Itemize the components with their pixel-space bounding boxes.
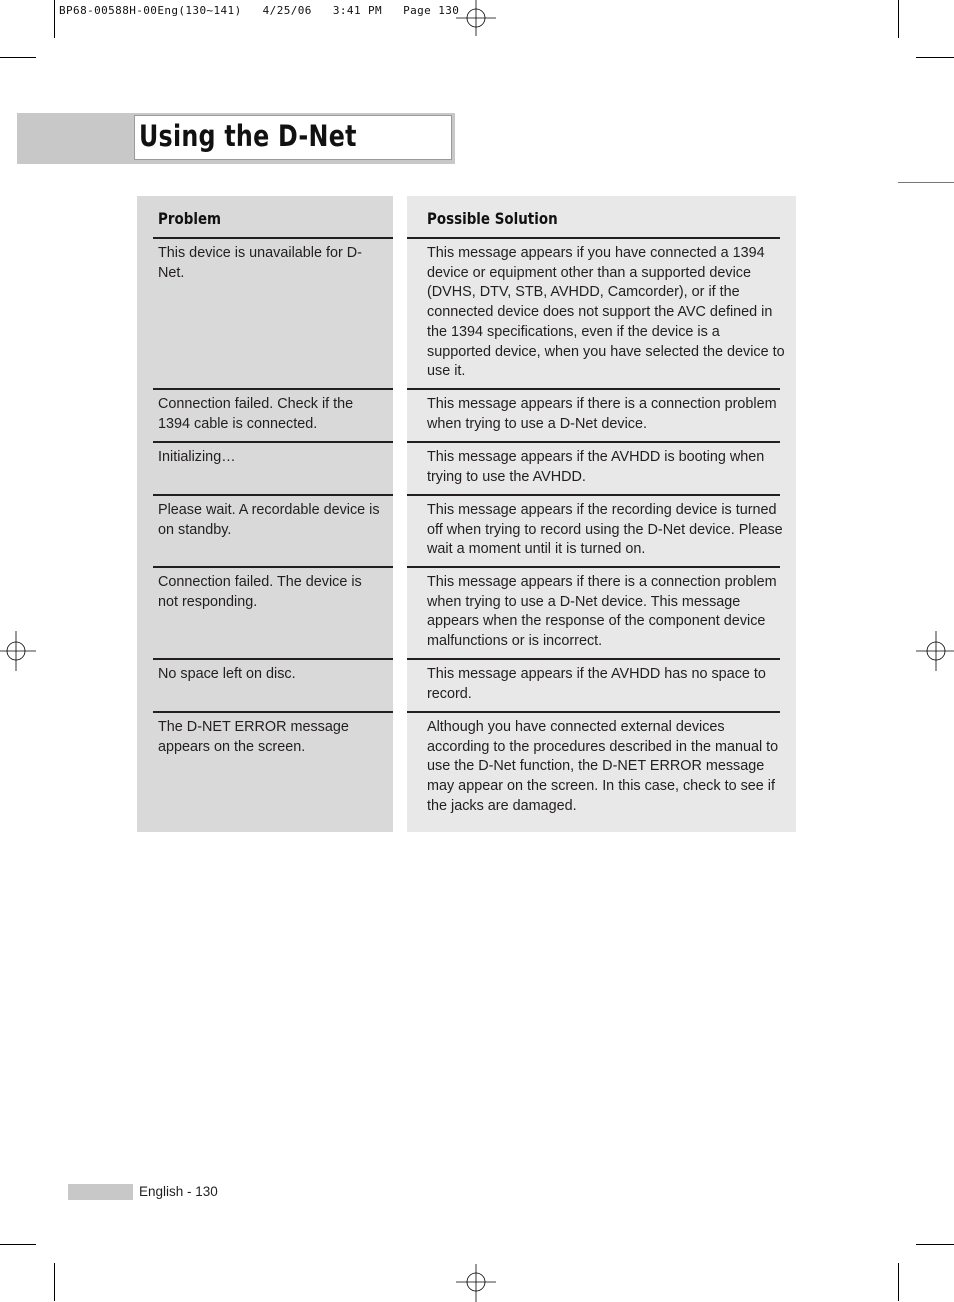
table-row-solution: This message appears if there is a connection problem when trying to use a D-Net device. bbox=[427, 396, 777, 432]
table-row-solution: This message appears if you have connected a 1394 device or equipment other than a supported device (DVHS, DTV, STB, AVHDD, Camcorder), or if the connected device does not support the AVC defined in the 1394 specifications, even if the device is a supported device, when you have selected the device to use it. bbox=[427, 245, 785, 380]
problem-header: Problem bbox=[158, 209, 222, 228]
table-row-solution: This message appears if the AVHDD has no space to record. bbox=[427, 666, 766, 702]
solution-header: Possible Solution bbox=[427, 209, 558, 228]
row-divider bbox=[407, 441, 780, 443]
row-divider bbox=[407, 388, 780, 390]
table-row-solution: Although you have connected external devices according to the procedures described in the manual to use the D-Net function, the D-NET ERROR message may appear on the screen. In this case, check to see if the jacks are damaged. bbox=[427, 719, 779, 814]
row-divider bbox=[407, 494, 780, 496]
row-divider bbox=[407, 658, 780, 660]
table-row-problem: The D-NET ERROR message appears on the screen. bbox=[158, 719, 349, 755]
crop-mark bbox=[54, 1263, 55, 1301]
footer-bar bbox=[68, 1184, 133, 1200]
crop-mark bbox=[0, 57, 36, 58]
row-divider bbox=[153, 566, 393, 568]
crop-mark bbox=[916, 1244, 954, 1245]
row-divider bbox=[407, 566, 780, 568]
table-row-problem: Please wait. A recordable device is on standby. bbox=[158, 502, 380, 538]
crop-mark bbox=[54, 0, 55, 38]
print-job-header: BP68-00588H-00Eng(130~141) 4/25/06 3:41 PM Page 130 bbox=[59, 4, 460, 17]
registration-mark-icon bbox=[0, 631, 36, 671]
page-number: English - 130 bbox=[139, 1184, 218, 1199]
table-row-problem: This device is unavailable for D-Net. bbox=[158, 245, 362, 281]
table-row-solution: This message appears if the recording device is turned off when trying to record using the D-Net device. Please wait a moment until it is turned on. bbox=[427, 502, 783, 558]
row-divider bbox=[153, 658, 393, 660]
row-divider bbox=[153, 441, 393, 443]
crop-mark bbox=[898, 0, 899, 38]
table-row-problem: Connection failed. The device is not responding. bbox=[158, 574, 362, 610]
table-row-solution: This message appears if there is a connection problem when trying to use a D-Net device. This message appears when the response of the component device malfunctions or is incorrect. bbox=[427, 574, 777, 650]
table-row-problem: Connection failed. Check if the 1394 cable is connected. bbox=[158, 396, 354, 432]
registration-mark-icon bbox=[456, 0, 496, 40]
header-rule bbox=[153, 237, 393, 239]
table-row-problem: No space left on disc. bbox=[158, 666, 296, 682]
row-divider bbox=[153, 494, 393, 496]
crop-mark bbox=[898, 182, 954, 183]
page-title: Using the D-Net bbox=[139, 119, 357, 153]
crop-mark bbox=[0, 1244, 36, 1245]
crop-mark bbox=[916, 57, 954, 58]
row-divider bbox=[407, 711, 780, 713]
table-row-problem: Initializing… bbox=[158, 449, 236, 465]
row-divider bbox=[153, 711, 393, 713]
table-row-solution: This message appears if the AVHDD is booting when trying to use the AVHDD. bbox=[427, 449, 765, 485]
row-divider bbox=[153, 388, 393, 390]
registration-mark-icon bbox=[456, 1262, 496, 1302]
crop-mark bbox=[898, 1263, 899, 1301]
registration-mark-icon bbox=[916, 631, 954, 671]
header-rule bbox=[407, 237, 780, 239]
